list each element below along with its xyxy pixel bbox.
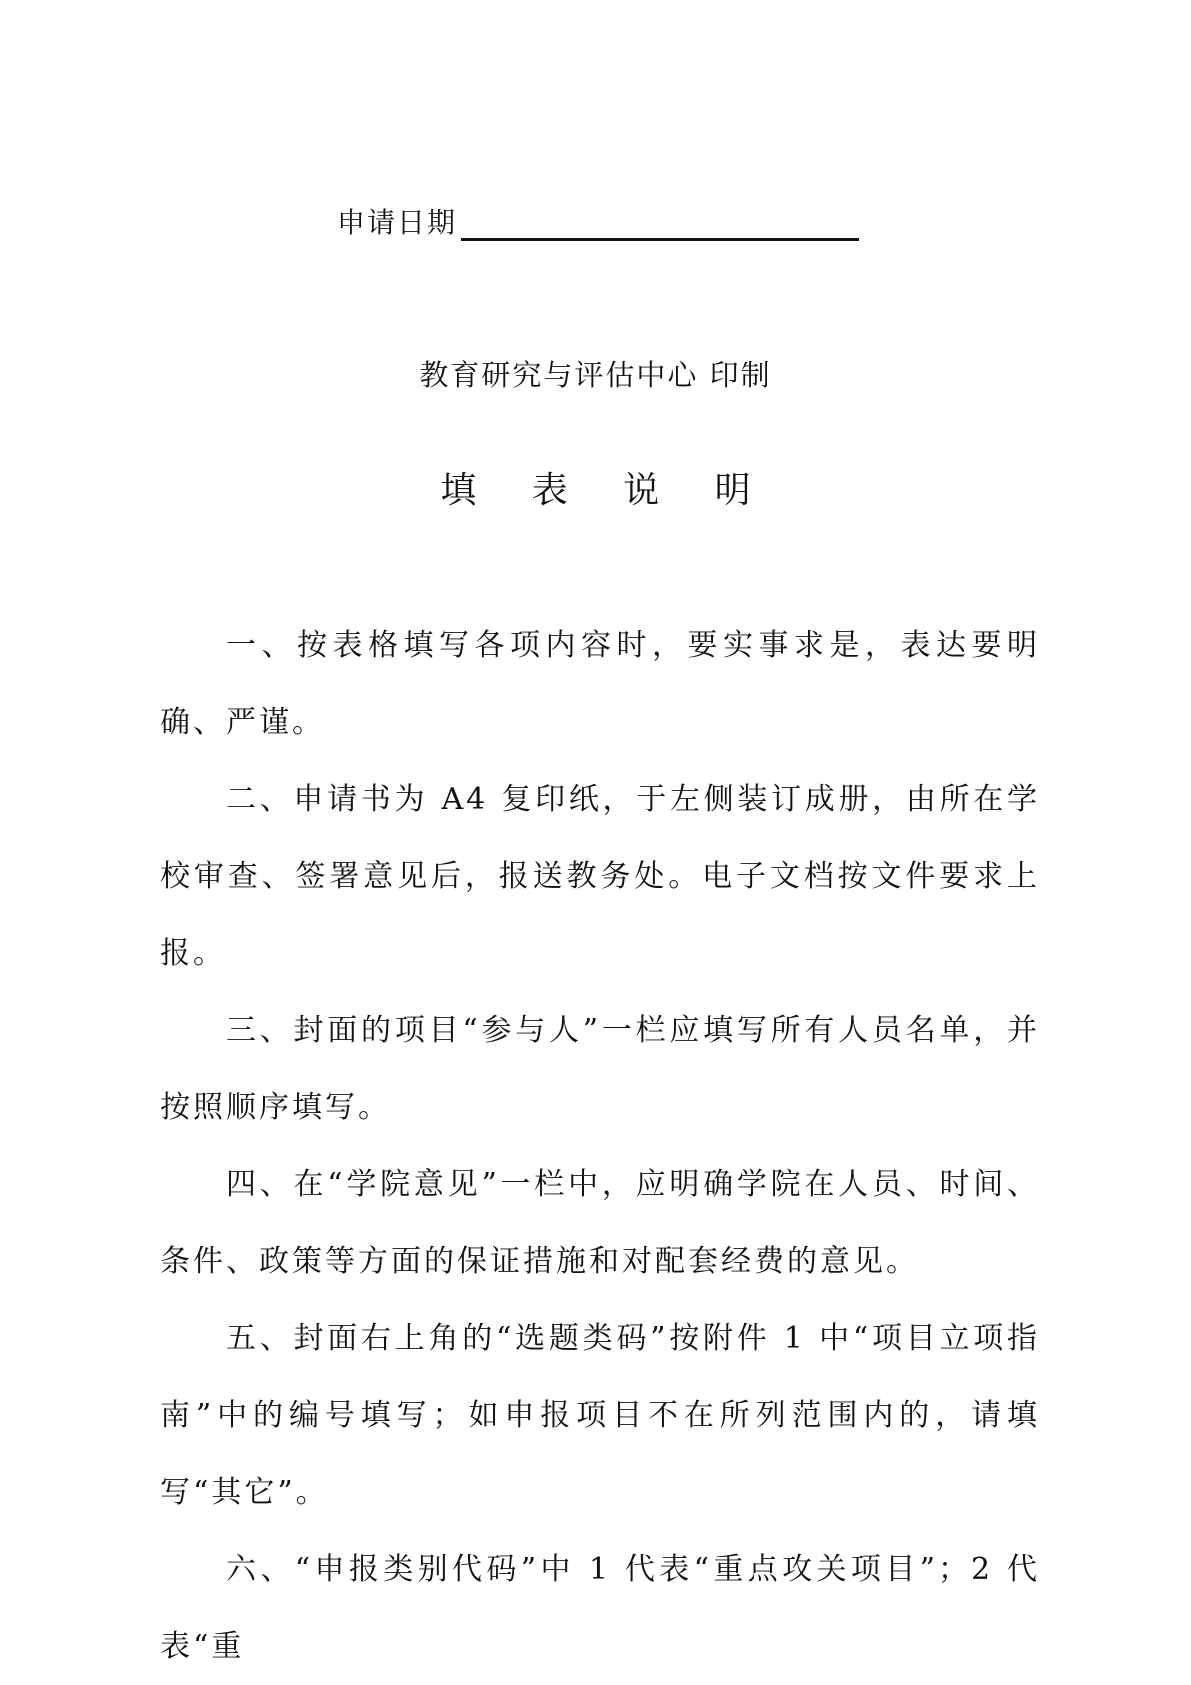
instruction-item: 五、封面右上角的“选题类码”按附件 1 中“项目立项指南”中的编号填写；如申报项目不在所列范围内的，请填写“其它”。 [160, 1321, 1040, 1510]
instruction-item: 三、封面的项目“参与人”一栏应填写所有人员名单，并按照顺序填写。 [160, 1013, 1040, 1125]
instruction-item: 一、按表格填写各项内容时，要实事求是，表达要明确、严谨。 [160, 628, 1040, 740]
printer-line: 教育研究与评估中心 印制 [419, 358, 772, 392]
application-date-blank-line [461, 198, 859, 241]
application-date-row [337, 198, 859, 241]
application-date-label: 申请日期 [337, 206, 458, 239]
instruction-item: 四、在“学院意见”一栏中，应明确学院在人员、时间、条件、政策等方面的保证措施和对配套经费的意见。 [160, 1167, 1040, 1279]
instruction-item: 六、“申报类别代码”中 1 代表“重点攻关项目”；2 代表“重 [160, 1552, 1040, 1664]
instruction-item: 二、申请书为 A4 复印纸，于左侧装订成册，由所在学校审查、签署意见后，报送教务处。电子文档按文件要求上报。 [160, 782, 1040, 971]
instructions-body [160, 607, 1040, 1685]
instructions-heading: 填 表 说 明 [440, 470, 773, 511]
